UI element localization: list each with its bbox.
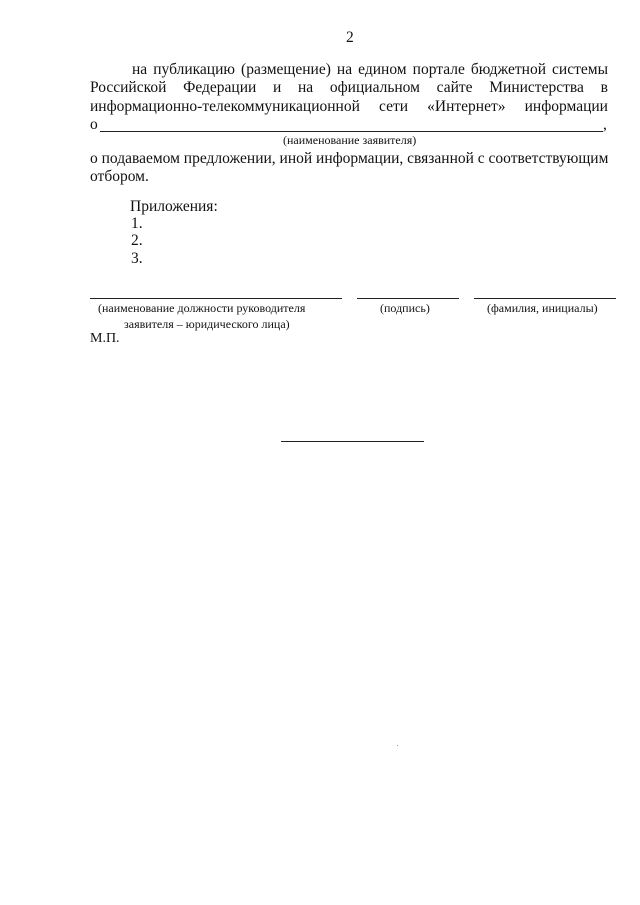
applicant-name-field[interactable]: [100, 131, 603, 132]
scan-speck: [397, 745, 398, 746]
applicant-suffix: ,: [603, 116, 607, 133]
word: Российской: [90, 79, 167, 96]
applicant-caption: (наименование заявителя): [283, 133, 417, 147]
position-caption-line-1: (наименование должности руководителя: [98, 301, 306, 315]
attachment-item: 3.: [131, 250, 143, 267]
word: в: [600, 79, 608, 96]
name-field[interactable]: [474, 298, 616, 299]
signature-field[interactable]: [357, 298, 459, 299]
word: сети: [379, 98, 409, 115]
signature-caption: (подпись): [380, 301, 430, 315]
seal-label: М.П.: [90, 331, 120, 346]
word: сайте: [436, 79, 473, 96]
paragraph-line-6: отбором.: [90, 168, 149, 185]
attachments-title: Приложения:: [130, 198, 218, 215]
word: «Интернет»: [427, 98, 506, 115]
paragraph-line-3: [90, 98, 608, 116]
name-caption: (фамилия, инициалы): [487, 301, 598, 315]
word: и: [273, 79, 282, 96]
word: официальном: [329, 79, 420, 96]
position-field[interactable]: [90, 298, 342, 299]
closing-separator: [281, 441, 424, 442]
page-number: 2: [346, 29, 354, 46]
paragraph-line-1: на публикацию (размещение) на едином портале бюджетной системы: [132, 61, 608, 78]
attachment-item: 1.: [131, 215, 143, 232]
word: информации: [524, 98, 608, 115]
paragraph-line-2: [90, 79, 608, 97]
attachment-item: 2.: [131, 232, 143, 249]
word: Министерства: [489, 79, 584, 96]
paragraph-line-5: о подаваемом предложении, иной информации, связанной с соответствующим: [90, 150, 609, 167]
word: на: [298, 79, 314, 96]
word: Федерации: [183, 79, 257, 96]
word: информационно-телекоммуникационной: [90, 98, 360, 115]
position-caption-line-2: заявителя – юридического лица): [124, 317, 290, 331]
applicant-prefix: о: [90, 116, 98, 133]
